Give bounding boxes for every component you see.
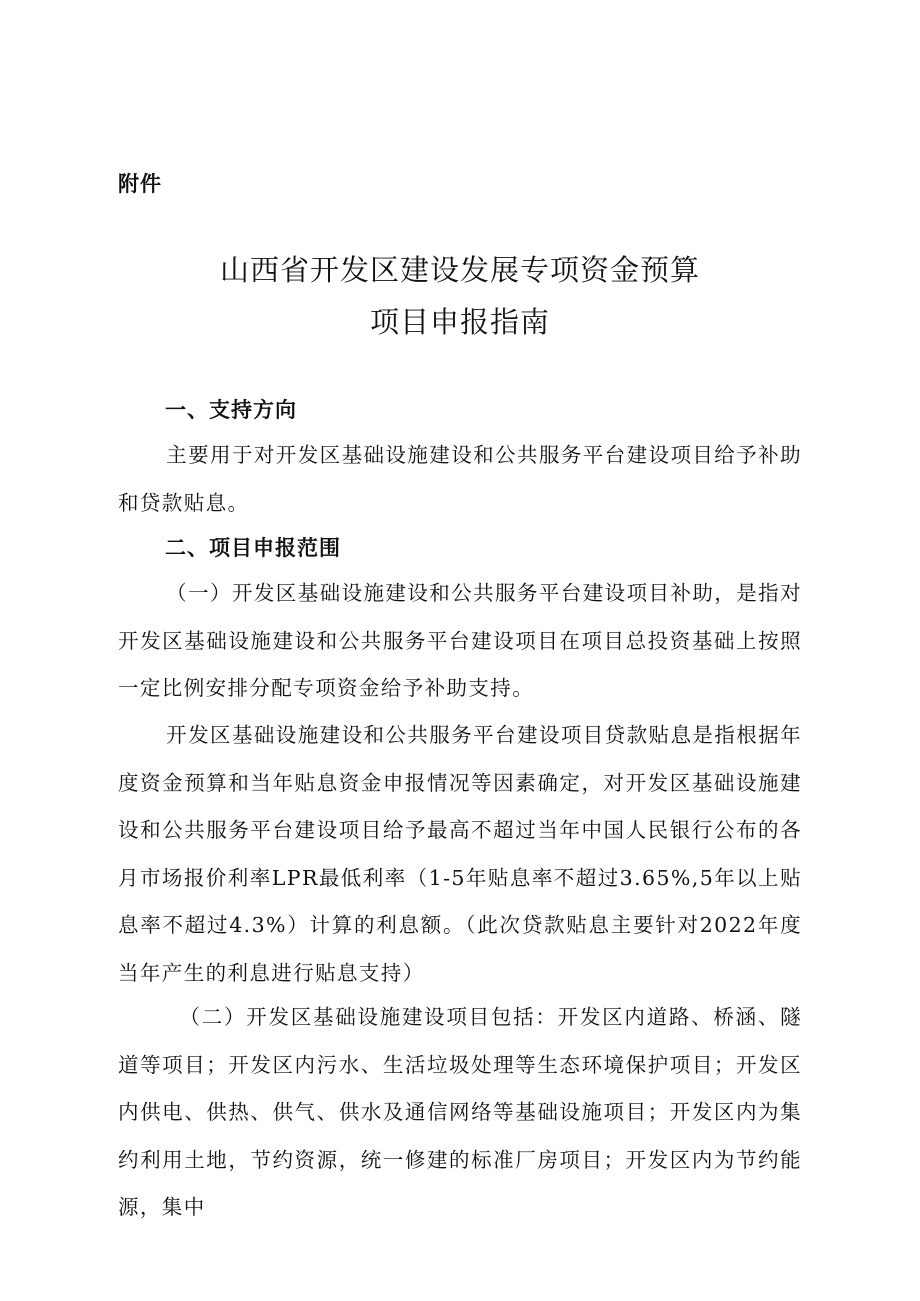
section-1-paragraph: 主要用于对开发区基础设施建设和公共服务平台建设项目给予补助和贷款贴息。 (118, 443, 802, 515)
section-2-paragraph-2: 开发区基础设施建设和公共服务平台建设项目贷款贴息是指根据年度资金预算和当年贴息资金申报情况等因素确定，对开发区基础设施建设和公共服务平台建设项目给予最高不超过当年中国人民银行公布的各月市场报价利率LPR最低利率（1-5年贴息率不超过3.65%,5年以上贴息率不超过4.3%）计算的利息额。（此次贷款贴息主要针对2022年度当年产生的利息进行贴息支持） (118, 723, 802, 985)
document-title-line-2: 项目申报指南 (369, 305, 550, 339)
attachment-label: 附件 (118, 172, 162, 196)
document-title-line-1: 山西省开发区建设发展专项资金预算 (219, 253, 700, 287)
section-2-paragraph-3: （二）开发区基础设施建设项目包括：开发区内道路、桥涵、隧道等项目；开发区内污水、生活垃圾处理等生态环境保护项目；开发区内供电、供热、供气、供水及通信网络等基础设施项目；开发区内为集约利用土地，节约资源，统一修建的标准厂房项目；开发区内为节约能源，集中 (118, 1005, 802, 1219)
section-2-paragraph-1: （一）开发区基础设施建设和公共服务平台建设项目补助，是指对开发区基础设施建设和公共服务平台建设项目在项目总投资基础上按照一定比例安排分配专项资金给予补助支持。 (118, 581, 802, 700)
section-2-heading: 二、项目申报范围 (165, 536, 341, 560)
section-1-heading: 一、支持方向 (165, 398, 297, 422)
